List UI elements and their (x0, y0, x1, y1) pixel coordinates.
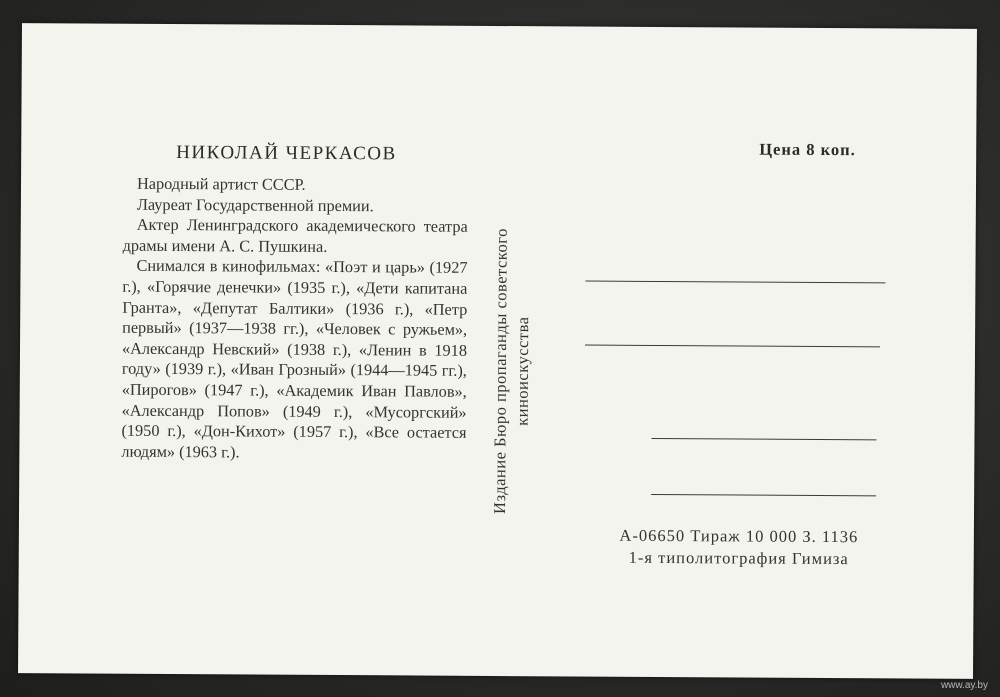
bio-title-line: Народный артист СССР. (136, 173, 306, 194)
address-line-2 (585, 345, 880, 348)
bio-award-line: Лауреат Государственной премии. (136, 194, 374, 215)
site-watermark: www.ay.by (940, 680, 988, 691)
price-label: Цена 8 коп. (759, 139, 856, 160)
address-line-1 (585, 281, 885, 284)
bio-theatre-paragraph: Актер Ленинградского академического театра драмы имени А. С. Пушкина. (122, 214, 468, 256)
publisher-line-2: киноискусства (512, 316, 533, 426)
printer-line: 1-я типолитография Гимиза (628, 547, 849, 569)
biography-text (121, 174, 468, 464)
publisher-vertical-block (489, 171, 551, 571)
postcard (18, 23, 977, 679)
address-line-3 (651, 438, 876, 440)
print-run-line: А-06650 Тираж 10 000 З. 1136 (619, 525, 859, 547)
publisher-text (489, 171, 551, 571)
address-line-4 (651, 494, 876, 496)
publisher-line-1: Издание Бюро пропаганды советского (490, 228, 511, 514)
bio-filmography-paragraph: Снимался в кинофильмах: «Поэт и царь» (1927 г.), «Горячие денечки» (1935 г.), «Дети капитана Гранта», «Депутат Балтики» (1936 г.), «Петр первый» (1937—1938 гг.), «Человек с ружьем», «Александр Невский» (1938 г.), «Ленин в 1918 году» (1939 г.), «Иван Грозный» (1944—1945 гг.), «Пирогов» (1947 г.), «Академик Иван Павлов», «Александр Попов» (1949 г.), «Мусоргский» (1950 г.), «Дон-Кихот» (1957 г.), «Все остается людям» (1963 г.). (121, 256, 468, 462)
actor-name-heading: НИКОЛАЙ ЧЕРКАСОВ (176, 142, 397, 165)
print-info (579, 525, 899, 571)
